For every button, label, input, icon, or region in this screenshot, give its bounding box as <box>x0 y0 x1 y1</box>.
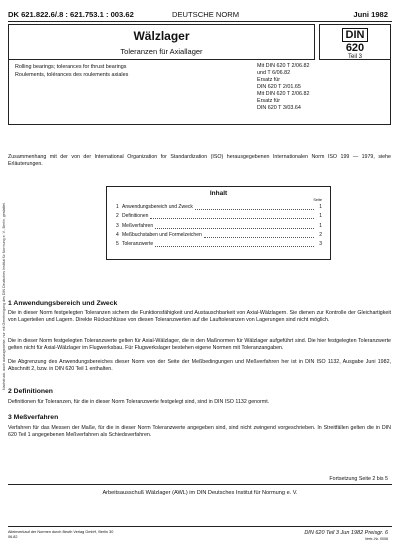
toc-leader <box>155 240 314 247</box>
toc-item-page: 1 <box>319 213 322 220</box>
reprint-notice-text: Nachdruck, auch auszugsweise, nur mit Genehmigung des DIN Deutsches Institut für Normung e. V., Berlin, gestattet. <box>2 202 6 390</box>
din-number-box <box>319 24 391 60</box>
footer-rule <box>8 484 392 485</box>
toc-item-label: Meßverfahren <box>122 222 154 229</box>
title-box <box>8 24 315 60</box>
section-1-heading: 1 Anwendungsbereich und Zweck <box>8 300 118 307</box>
dk-classification: DK 621.822.6/.8 : 621.753.1 : 003.62 <box>8 10 134 19</box>
distribution-note <box>8 530 113 540</box>
toc-item-number: 2 <box>116 213 119 220</box>
toc-item-label: Anwendungsbereich und Zweck <box>122 204 193 210</box>
ersatz-line: DIN 620 T 3/03.64 <box>257 105 301 111</box>
din-logo: DIN <box>342 28 369 42</box>
toc-list <box>116 203 322 249</box>
table-of-contents <box>106 186 331 260</box>
toc-item-label: Toleranzwerte <box>122 241 154 248</box>
ersatz-line: DIN 620 T 2/01.65 <box>257 84 301 90</box>
title-translations <box>15 63 128 79</box>
toc-leader <box>155 222 314 229</box>
toc-item[interactable] <box>116 240 322 249</box>
toc-leader <box>195 203 314 210</box>
distribution-number: Vertr.-Nr. 0006 <box>364 537 388 541</box>
toc-item[interactable] <box>116 203 322 212</box>
toc-leader <box>150 212 314 219</box>
iso-relation-note: Zusammenhang mit der von der International Organization for Standardization (ISO) herausgegebenen Internationalen Norm ISO 199 — 1979, siehe Erläuterungen. <box>8 154 391 168</box>
title-french: Roulements, tolérances des roulements axiales <box>15 72 129 78</box>
din-number: 620 <box>345 42 365 54</box>
section-1-paragraph: Die in dieser Norm festgelegten Toleranzwerte gelten für Axial-Wälzlager, die in den Maßnormen für Wälzlager aufgeführt sind. Die hier festgelegten Toleranzwerte gelten nicht für Axial-Wälzlager im Flugwerksbau. Für Flugwerkslager bestehen eigene Normen mit Toleranzangaben. <box>8 338 391 352</box>
document-subtitle: Toleranzen für Axiallager <box>120 47 203 56</box>
section-2-heading: 2 Definitionen <box>8 388 53 395</box>
toc-item-number: 1 <box>116 204 119 210</box>
toc-item-number: 3 <box>116 222 119 229</box>
committee-note: Arbeitsausschuß Wälzlager (AWL) im DIN Deutsches Institut für Normung e. V. <box>102 490 298 496</box>
translation-box <box>8 60 391 125</box>
din-part: Teil 3 <box>347 54 362 60</box>
replacement-info <box>257 63 310 112</box>
section-3-heading: 3 Meßverfahren <box>8 414 59 421</box>
toc-item[interactable] <box>116 212 322 221</box>
toc-item-page: 1 <box>319 222 322 229</box>
toc-leader <box>204 231 314 238</box>
ersatz-line: und T 6/06.82 <box>257 70 291 76</box>
toc-item-page: 1 <box>319 204 322 210</box>
section-1-paragraph: Die Abgrenzung des Anwendungsbereiches dieser Norm von der Seite der Meßbedingungen und Meßverfahren her ist in DIN ISO 1132, Ausgabe Juni 1982, Abschnitt 2, bzw. in DIN 620 Teil 1 enthalten. <box>8 359 391 373</box>
toc-item-number: 4 <box>116 231 119 238</box>
norm-type: DEUTSCHE NORM <box>172 10 240 19</box>
section-3-paragraph: Verfahren für das Messen der Maße, für die in dieser Norm Toleranzwerte angegeben sind, sind nicht zwingend vorgeschrieben. In Streitfällen gelten die in DIN 620 Teil 1 angegebenen Meßverfahren als Schiedsverfahren. <box>8 425 391 439</box>
din-reference: DIN 620 Teil 3 Jun 1982 Preisgr. 6 <box>304 530 388 536</box>
toc-item-page: 3 <box>319 241 322 248</box>
bottom-rule <box>8 526 392 527</box>
ersatz-line: Mit DIN 620 T 2/06.82 <box>257 63 310 69</box>
toc-item-page: 2 <box>319 231 322 238</box>
toc-item[interactable] <box>116 222 322 231</box>
continuation-note: Fortsetzung Seite 2 bis 5 <box>329 476 388 482</box>
document-title: Wälzlager <box>133 29 190 43</box>
distribution-date: 06.82 <box>8 535 18 539</box>
issue-date: Juni 1982 <box>353 10 388 19</box>
header-rule <box>8 21 392 22</box>
ersatz-line: Ersatz für <box>257 98 281 104</box>
ersatz-line: Ersatz für <box>257 77 281 83</box>
toc-item[interactable] <box>116 231 322 240</box>
toc-item-label: Meßbuchstaben und Formelzeichen <box>122 231 202 238</box>
toc-page-header: Seite <box>313 198 322 202</box>
distribution-line: Alleinverkauf der Normen durch Beuth Verlag GmbH, Berlin 30 <box>8 530 114 534</box>
section-1-paragraph: Die in dieser Norm festgelegten Toleranzen sichern die Funktionsfähigkeit und Austauschbarkeit von Axial-Wälzlagern. Sie dienen zur Kontrolle der Gleichartigkeit von Lagerteilen und Lagern. Direkte Rückschlüsse von diesen Toleranzwerten auf die Lauftoleranzen von Lagerungen sind nicht möglich. <box>8 310 391 324</box>
toc-item-number: 5 <box>116 241 119 248</box>
title-english: Rolling bearings; tolerances for thrust bearings <box>15 64 127 70</box>
toc-title: Inhalt <box>209 190 228 197</box>
toc-item-label: Definitionen <box>122 213 149 220</box>
ersatz-line: Mit DIN 620 T 2/06.82 <box>257 91 310 97</box>
section-2-paragraph: Definitionen für Toleranzen, für die in dieser Norm Toleranzwerte festgelegt sind, sind in DIN ISO 1132 genormt. <box>8 399 270 405</box>
